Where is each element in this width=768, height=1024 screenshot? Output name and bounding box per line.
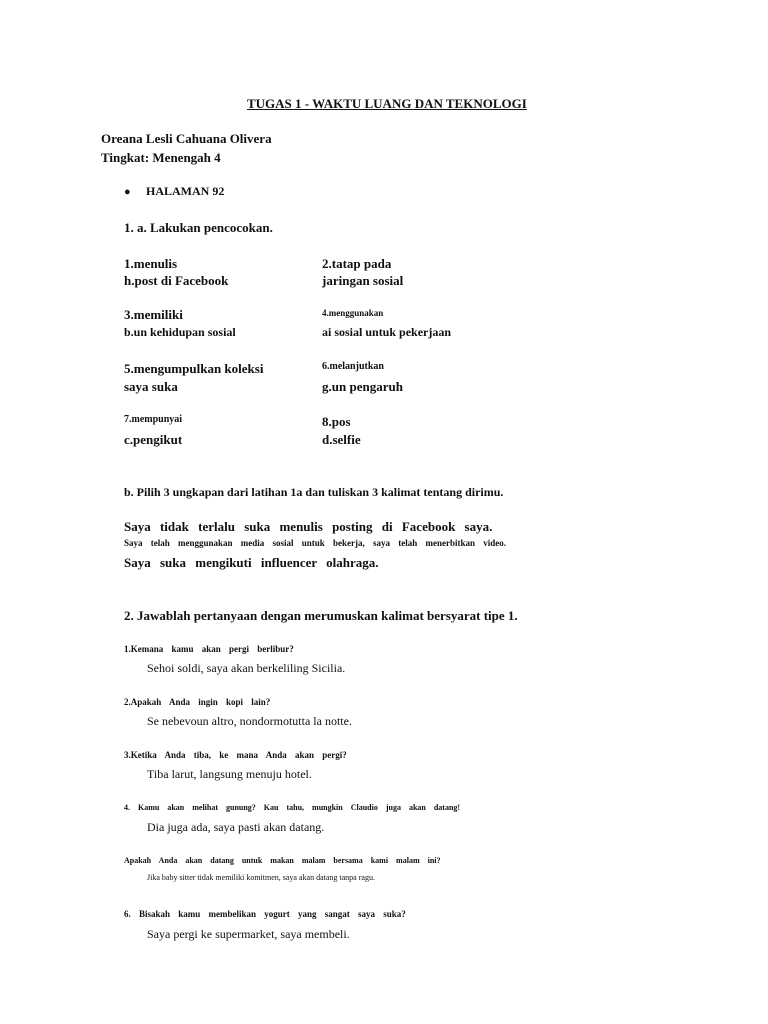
exercise1-heading: 1. a. Lakukan pencocokan. bbox=[124, 220, 273, 235]
section-title: HALAMAN 92 bbox=[146, 184, 225, 198]
match-right-top: 6.melanjutkan bbox=[322, 361, 384, 372]
answer: Se nebevoun altro, nondormotutta la notte. bbox=[147, 714, 352, 728]
answer: Jika baby sitter tidak memiliki komitmen, saya akan datang tanpa ragu. bbox=[147, 873, 375, 882]
match-right-top: 4.menggunakan bbox=[322, 308, 384, 318]
match-left-top: 3.memiliki bbox=[124, 307, 183, 322]
question: 2.Apakah Anda ingin kopi lain? bbox=[124, 697, 271, 707]
question: Apakah Anda akan datang untuk makan malam bersama kami malam ini? bbox=[124, 856, 441, 865]
sentence: Saya telah menggunakan media sosial untuk bekerja, saya telah menerbitkan video. bbox=[124, 538, 507, 548]
student-level: Tingkat: Menengah 4 bbox=[101, 150, 221, 165]
exercise1b-heading: b. Pilih 3 ungkapan dari latihan 1a dan tuliskan 3 kalimat tentang dirimu. bbox=[124, 485, 504, 499]
match-left-bottom: b.un kehidupan sosial bbox=[124, 325, 236, 339]
match-right-bottom: jaringan sosial bbox=[322, 273, 404, 288]
match-right-top: 2.tatap pada bbox=[322, 256, 392, 271]
answer: Saya pergi ke supermarket, saya membeli. bbox=[147, 927, 350, 941]
sentence: Saya tidak terlalu suka menulis posting di Facebook saya. bbox=[124, 519, 493, 534]
answer: Dia juga ada, saya pasti akan datang. bbox=[147, 820, 325, 834]
match-right-bottom: ai sosial untuk pekerjaan bbox=[322, 325, 452, 339]
match-left-top: 5.mengumpulkan koleksi bbox=[124, 361, 264, 376]
question: 3.Ketika Anda tiba, ke mana Anda akan pergi? bbox=[124, 750, 347, 760]
bullet-dot: ● bbox=[124, 186, 131, 198]
match-right-bottom: g.un pengaruh bbox=[322, 379, 403, 394]
question: 1.Kemana kamu akan pergi berlibur? bbox=[124, 644, 294, 654]
match-left-top: 1.menulis bbox=[124, 256, 178, 271]
question: 6. Bisakah kamu membelikan yogurt yang sangat saya suka? bbox=[124, 909, 406, 919]
question: 4. Kamu akan melihat gunung? Kau tahu, mungkin Claudio juga akan datang! bbox=[124, 803, 461, 812]
answer: Tiba larut, langsung menuju hotel. bbox=[147, 767, 312, 781]
match-left-top: 7.mempunyai bbox=[124, 414, 183, 425]
student-name: Oreana Lesli Cahuana Olivera bbox=[101, 131, 272, 146]
exercise2-heading: 2. Jawablah pertanyaan dengan merumuskan kalimat bersyarat tipe 1. bbox=[124, 608, 518, 623]
match-left-bottom: saya suka bbox=[124, 379, 178, 394]
answer: Sehoi soldi, saya akan berkeliling Sicilia. bbox=[147, 661, 346, 675]
match-right-top: 8.pos bbox=[322, 414, 351, 429]
match-left-bottom: h.post di Facebook bbox=[124, 273, 229, 288]
document-title: TUGAS 1 - WAKTU LUANG DAN TEKNOLOGI bbox=[247, 96, 527, 111]
match-left-bottom: c.pengikut bbox=[124, 432, 183, 447]
match-right-bottom: d.selfie bbox=[322, 432, 361, 447]
sentence: Saya suka mengikuti influencer olahraga. bbox=[124, 555, 379, 570]
